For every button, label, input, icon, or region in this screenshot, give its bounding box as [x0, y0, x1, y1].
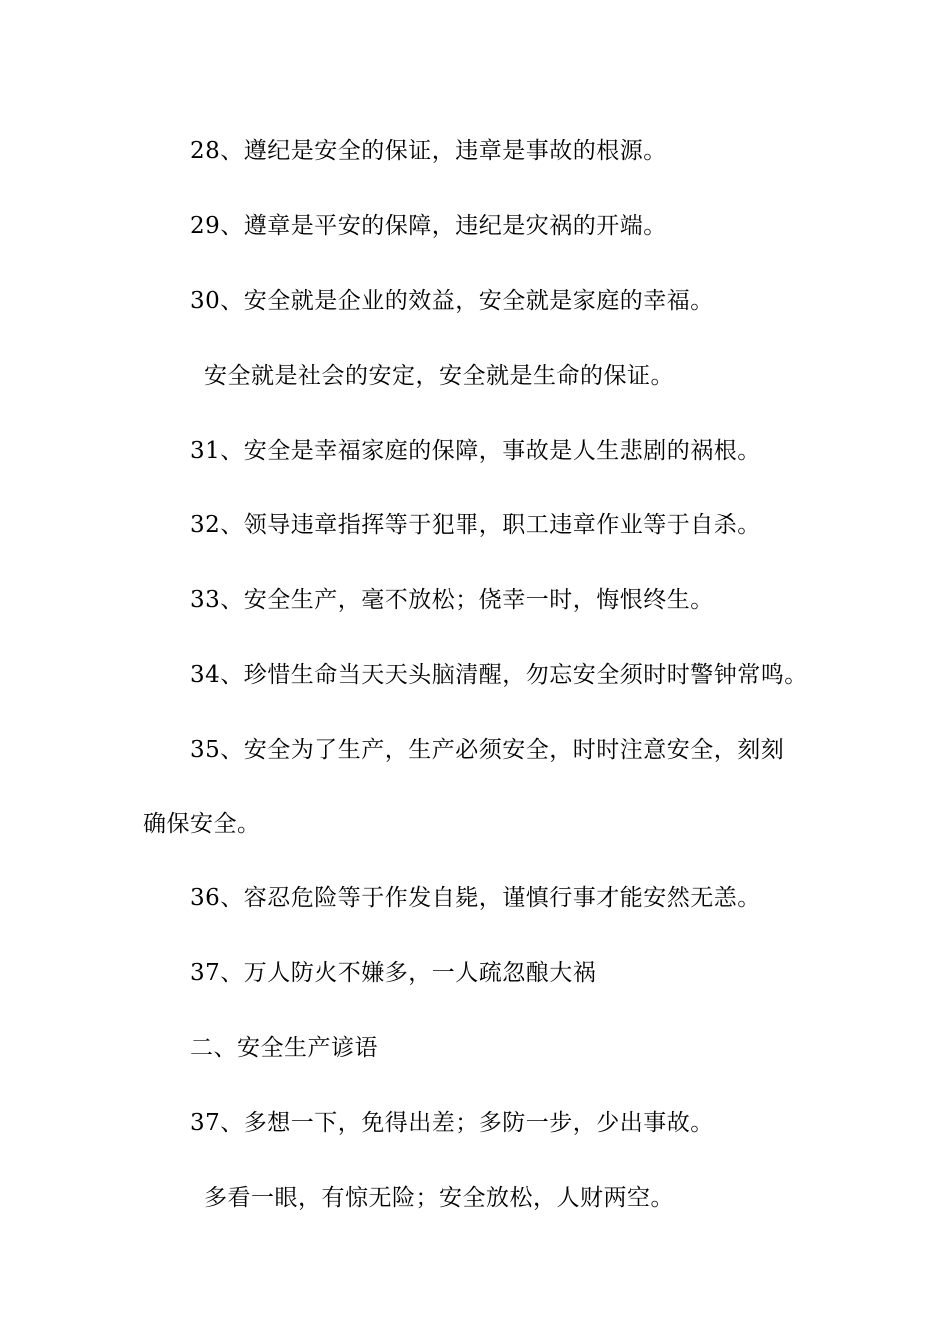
section-heading: 二、安全生产谚语: [190, 1035, 378, 1061]
text-line-37-proverb: 37、多想一下，免得出差；多防一步，少出事故。: [190, 1110, 714, 1136]
text-line-35-continued: 确保安全。: [143, 811, 261, 837]
text-line-30-continued: 安全就是社会的安定，安全就是生命的保证。: [204, 363, 674, 389]
text-line-30: 30、安全就是企业的效益，安全就是家庭的幸福。: [190, 288, 714, 314]
text-line-33: 33、安全生产，毫不放松；侥幸一时，悔恨终生。: [190, 587, 714, 613]
text-line-28: 28、遵纪是安全的保证，违章是事故的根源。: [190, 138, 667, 164]
text-line-31: 31、安全是幸福家庭的保障，事故是人生悲剧的祸根。: [190, 438, 761, 464]
text-line-32: 32、领导违章指挥等于犯罪，职工违章作业等于自杀。: [190, 512, 761, 538]
text-line-37: 37、万人防火不嫌多，一人疏忽酿大祸: [190, 960, 597, 986]
text-line-29: 29、遵章是平安的保障，违纪是灾祸的开端。: [190, 213, 667, 239]
text-line-35: 35、安全为了生产，生产必须安全，时时注意安全，刻刻: [190, 737, 785, 763]
text-line-36: 36、容忍危险等于作发自毙，谨慎行事才能安然无恙。: [190, 885, 761, 911]
text-line-34: 34、珍惜生命当天天头脑清醒，勿忘安全须时时警钟常鸣。: [190, 662, 808, 688]
text-line-37-proverb-continued: 多看一眼，有惊无险；安全放松，人财两空。: [204, 1185, 674, 1211]
